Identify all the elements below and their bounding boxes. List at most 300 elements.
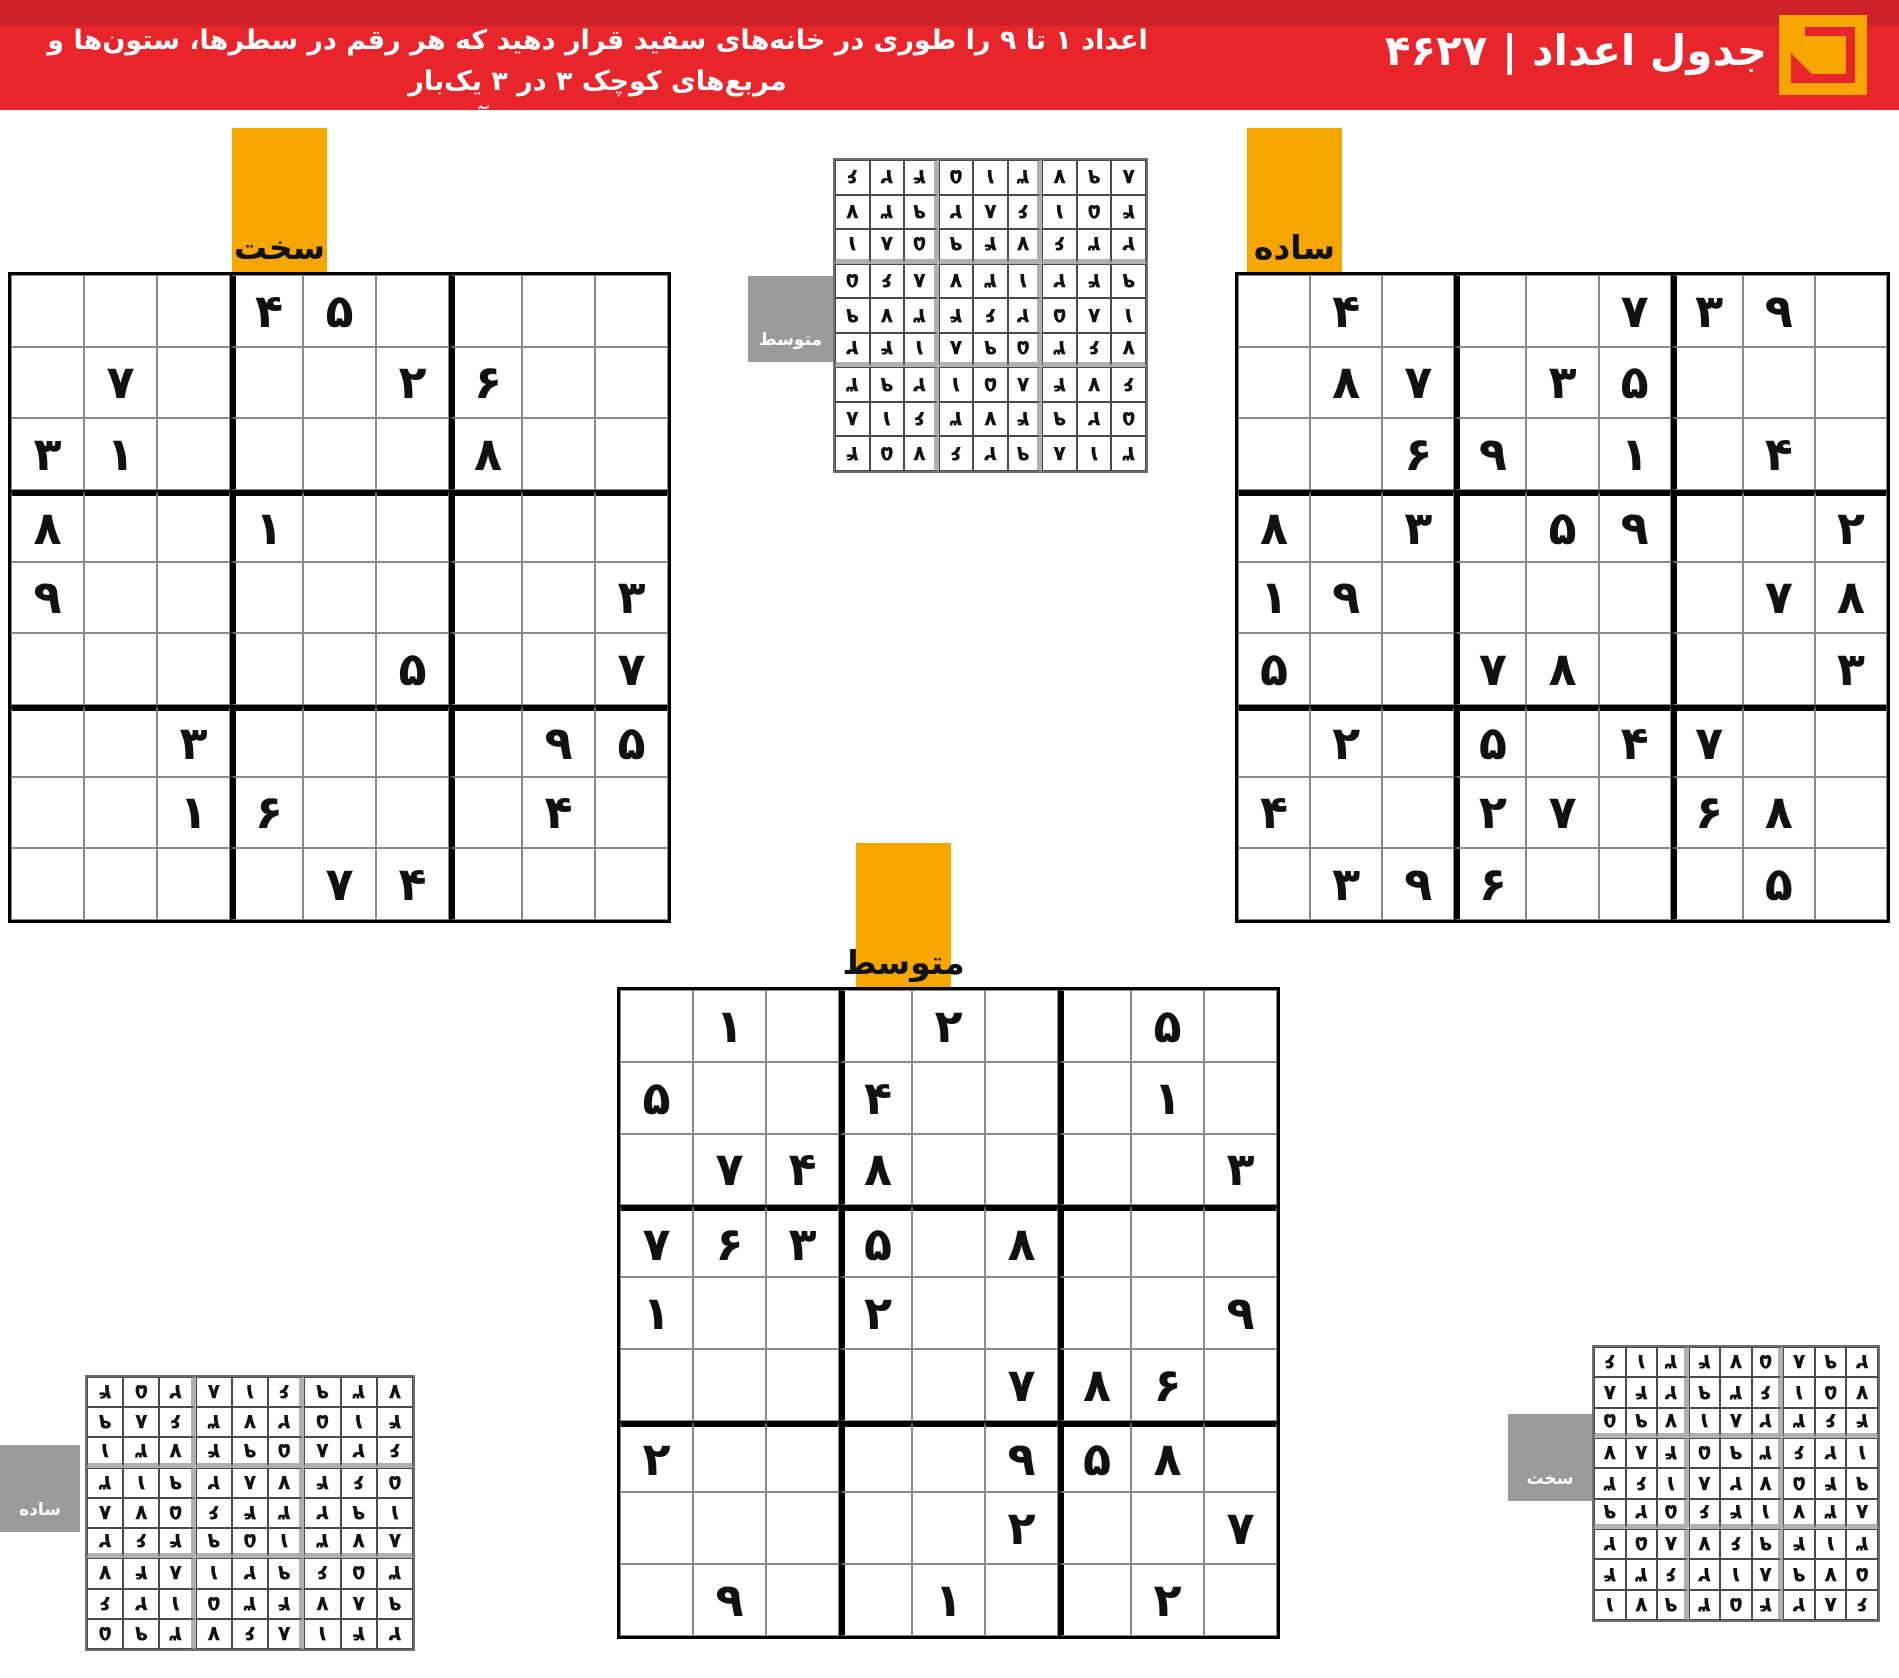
sudoku-cell-r4c5: ۵ — [1526, 490, 1598, 562]
tab-solution-medium — [748, 276, 833, 362]
sudoku-cell-r7c1: ۶ — [377, 1437, 413, 1467]
sudoku-cell-r3c9: ۲ — [1594, 1529, 1626, 1559]
sudoku-cell-r6c6: ۵ — [1689, 1438, 1721, 1468]
sudoku-cell-r7c6 — [376, 705, 449, 777]
sudoku-cell-r5c4: ۷ — [1752, 1468, 1784, 1498]
sudoku-cell-r4c8: ۶ — [123, 1528, 159, 1558]
sudoku-cell-r2c9 — [1204, 1062, 1277, 1134]
sudoku-cell-r8c7: ۲ — [1657, 1377, 1689, 1407]
sudoku-cell-r9c6 — [985, 1564, 1058, 1636]
sudoku-cell-r2c4 — [1454, 347, 1526, 419]
sudoku-cell-r4c4: ۱ — [230, 490, 303, 562]
sudoku-cell-r2c6: ۵ — [196, 1589, 232, 1619]
sudoku-cell-r5c3 — [766, 1277, 839, 1349]
sudoku-cell-r9c9: ۴ — [87, 1377, 123, 1407]
sudoku-cell-r4c3: ۳ — [1042, 333, 1077, 368]
sudoku-cell-r2c9: ۴ — [1594, 1559, 1626, 1589]
sudoku-cell-r8c6 — [1599, 777, 1671, 849]
sudoku-cell-r8c2 — [693, 1492, 766, 1564]
sudoku-cell-r6c3: ۶ — [1783, 1438, 1815, 1468]
sudoku-cell-r2c4: ۴ — [1008, 402, 1043, 437]
sudoku-cell-r5c9: ۸ — [1815, 562, 1887, 634]
sudoku-cell-r2c2: ۸ — [1310, 347, 1382, 419]
sudoku-cell-r7c8: ۸ — [1131, 1421, 1204, 1493]
sudoku-cell-r5c3: ۲ — [304, 1498, 340, 1528]
sudoku-cell-r8c2 — [1310, 777, 1382, 849]
solution-grid-easy — [85, 1375, 415, 1651]
sudoku-cell-r5c8: ۷ — [870, 298, 905, 333]
sudoku-cell-r1c2: ۱ — [1077, 436, 1112, 471]
sudoku-cell-r2c7: ۶ — [904, 402, 939, 437]
sudoku-cell-r8c4 — [839, 1492, 912, 1564]
sudoku-cell-r2c1: ۵ — [620, 1062, 693, 1134]
sudoku-cell-r9c1: ۷ — [377, 1377, 413, 1407]
sudoku-cell-r6c5: ۸ — [232, 1468, 268, 1498]
sudoku-cell-r9c3 — [766, 1564, 839, 1636]
sudoku-cell-r1c6: ۳ — [1689, 1590, 1721, 1620]
sudoku-cell-r8c1: ۴ — [1111, 195, 1146, 230]
sudoku-cell-r4c6: ۹ — [196, 1528, 232, 1558]
sudoku-cell-r3c2: ۷ — [693, 1134, 766, 1206]
sudoku-cell-r5c7: ۱ — [1657, 1468, 1689, 1498]
sudoku-cell-r2c8: ۳ — [1626, 1559, 1658, 1589]
sudoku-cell-r6c1: ۹ — [1111, 264, 1146, 299]
sudoku-cell-r5c7: ۳ — [904, 298, 939, 333]
sudoku-cell-r1c5: ۲ — [973, 436, 1008, 471]
sudoku-cell-r6c7: ۸ — [904, 264, 939, 299]
sudoku-cell-r4c9: ۲ — [87, 1528, 123, 1558]
sudoku-cell-r4c4 — [1454, 490, 1526, 562]
sudoku-cell-r1c7: ۷ — [904, 436, 939, 471]
sudoku-cell-r4c7: ۱ — [904, 333, 939, 368]
sudoku-cell-r5c6 — [376, 562, 449, 634]
sudoku-cell-r5c3: ۵ — [1042, 298, 1077, 333]
sudoku-cell-r2c4 — [230, 347, 303, 419]
sudoku-cell-r5c6: ۶ — [196, 1498, 232, 1528]
sudoku-cell-r7c8 — [1743, 705, 1815, 777]
sudoku-cell-r5c6: ۸ — [1689, 1468, 1721, 1498]
sudoku-cell-r6c3 — [766, 1349, 839, 1421]
sudoku-cell-r6c6: ۵ — [376, 633, 449, 705]
sudoku-cell-r6c6: ۷ — [939, 264, 974, 299]
sudoku-cell-r8c8: ۸ — [1743, 777, 1815, 849]
sudoku-cell-r4c8 — [522, 490, 595, 562]
sudoku-cell-r6c5 — [912, 1349, 985, 1421]
sudoku-cell-r8c4: ۶ — [230, 777, 303, 849]
sudoku-cell-r6c7: ۴ — [1657, 1438, 1689, 1468]
sudoku-cell-r2c8: ۲ — [123, 1589, 159, 1619]
sudoku-cell-r5c2: ۹ — [1310, 562, 1382, 634]
sudoku-cell-r8c3 — [1382, 777, 1454, 849]
sudoku-cell-r9c8 — [522, 848, 595, 920]
sudoku-cell-r8c5: ۷ — [232, 1407, 268, 1437]
sudoku-cell-r5c7 — [1058, 1277, 1131, 1349]
sudoku-cell-r4c6: ۶ — [1689, 1499, 1721, 1529]
sudoku-cell-r1c4: ۹ — [1008, 436, 1043, 471]
sudoku-cell-r4c4: ۱ — [1752, 1499, 1784, 1529]
sudoku-cell-r9c2: ۹ — [1077, 160, 1112, 195]
sudoku-cell-r5c2 — [693, 1277, 766, 1349]
sudoku-cell-r5c3: ۵ — [1783, 1468, 1815, 1498]
sudoku-cell-r2c2: ۷ — [84, 347, 157, 419]
sudoku-cell-r5c6 — [985, 1277, 1058, 1349]
sudoku-cell-r8c8: ۴ — [522, 777, 595, 849]
tab-solution-hard-label: سخت — [1526, 1469, 1574, 1489]
sudoku-cell-r5c1: ۱ — [620, 1277, 693, 1349]
sudoku-cell-r9c9: ۶ — [835, 160, 870, 195]
sudoku-cell-r9c6: ۵ — [939, 160, 974, 195]
sudoku-cell-r8c1: ۴ — [1238, 777, 1310, 849]
sudoku-cell-r7c1 — [1238, 705, 1310, 777]
sudoku-cell-r8c6 — [376, 777, 449, 849]
sudoku-cell-r7c4 — [230, 705, 303, 777]
sudoku-cell-r8c1: ۴ — [377, 1407, 413, 1437]
sudoku-cell-r9c8: ۲ — [870, 160, 905, 195]
sudoku-cell-r2c5: ۷ — [973, 402, 1008, 437]
sudoku-cell-r2c9 — [595, 347, 668, 419]
sudoku-cell-r7c7: ۷ — [1657, 1408, 1689, 1438]
sudoku-cell-r1c4: ۸ — [268, 1619, 304, 1649]
sudoku-cell-r1c8 — [522, 275, 595, 347]
sudoku-cell-r5c1: ۱ — [1111, 298, 1146, 333]
sudoku-cell-r7c1: ۴ — [1846, 1408, 1878, 1438]
sudoku-cell-r5c8: ۷ — [123, 1498, 159, 1528]
sudoku-cell-r7c2: ۲ — [341, 1437, 377, 1467]
sudoku-cell-r9c2: ۳ — [1310, 848, 1382, 920]
sudoku-cell-r2c7: ۶ — [449, 347, 522, 419]
sudoku-cell-r3c4 — [230, 418, 303, 490]
sudoku-cell-r8c4: ۶ — [1752, 1377, 1784, 1407]
sudoku-cell-r3c5 — [912, 1134, 985, 1206]
sudoku-cell-r2c6: ۳ — [939, 402, 974, 437]
sudoku-cell-r4c5: ۵ — [232, 1528, 268, 1558]
sudoku-cell-r5c4: ۲ — [1008, 298, 1043, 333]
sudoku-cell-r3c6: ۱ — [1599, 418, 1671, 490]
sudoku-cell-r7c1: ۲ — [1111, 229, 1146, 264]
sudoku-cell-r7c3: ۳ — [157, 705, 230, 777]
sudoku-cell-r4c7 — [1671, 490, 1743, 562]
sudoku-cell-r3c5: ۶ — [1720, 1529, 1752, 1559]
sudoku-cell-r2c8 — [522, 347, 595, 419]
sudoku-cell-r3c4: ۸ — [1008, 367, 1043, 402]
sudoku-cell-r9c7 — [1671, 848, 1743, 920]
sudoku-cell-r3c2 — [1310, 418, 1382, 490]
sudoku-cell-r9c5: ۱ — [232, 1377, 268, 1407]
sudoku-cell-r1c7 — [449, 275, 522, 347]
sudoku-cell-r5c4 — [1454, 562, 1526, 634]
sudoku-cell-r6c7 — [449, 633, 522, 705]
sudoku-cell-r4c8 — [1743, 490, 1815, 562]
sudoku-cell-r1c8: ۹ — [1743, 275, 1815, 347]
sudoku-cell-r1c5: ۵ — [303, 275, 376, 347]
sudoku-cell-r2c3: ۷ — [1382, 347, 1454, 419]
sudoku-cell-r5c2: ۹ — [341, 1498, 377, 1528]
sudoku-cell-r3c5: ۲ — [232, 1558, 268, 1588]
sudoku-cell-r1c2: ۸ — [1815, 1590, 1847, 1620]
sudoku-cell-r7c3 — [1382, 705, 1454, 777]
sudoku-cell-r5c3 — [1382, 562, 1454, 634]
sudoku-cell-r7c9: ۵ — [595, 705, 668, 777]
sudoku-cell-r8c4: ۲ — [268, 1407, 304, 1437]
sudoku-cell-r6c4: ۱ — [1008, 264, 1043, 299]
sudoku-cell-r8c3 — [766, 1492, 839, 1564]
sudoku-cell-r1c2: ۴ — [1310, 275, 1382, 347]
sudoku-cell-r5c2: ۸ — [1077, 298, 1112, 333]
sudoku-cell-r1c3 — [766, 990, 839, 1062]
sudoku-cell-r5c5 — [912, 1277, 985, 1349]
sudoku-cell-r6c3 — [1382, 633, 1454, 705]
sudoku-cell-r9c1: ۲ — [1846, 1347, 1878, 1377]
sudoku-cell-r3c5 — [303, 418, 376, 490]
sudoku-cell-r4c4: ۱ — [268, 1528, 304, 1558]
sudoku-grid-hard — [8, 272, 671, 923]
sudoku-cell-r3c8: ۹ — [870, 367, 905, 402]
sudoku-cell-r6c3: ۴ — [304, 1468, 340, 1498]
sudoku-cell-r1c3: ۸ — [1042, 436, 1077, 471]
sudoku-cell-r2c8: ۱ — [1131, 1062, 1204, 1134]
sudoku-cell-r3c6: ۱ — [939, 367, 974, 402]
sudoku-cell-r8c7: ۶ — [1671, 777, 1743, 849]
sudoku-cell-r9c5: ۷ — [303, 848, 376, 920]
sudoku-cell-r5c6: ۴ — [939, 298, 974, 333]
sudoku-cell-r6c6: ۲ — [196, 1468, 232, 1498]
sudoku-cell-r8c5: ۷ — [1526, 777, 1598, 849]
sudoku-cell-r6c4: ۷ — [268, 1468, 304, 1498]
page-title: جدول اعداد | ۴۶۲۷ — [1384, 26, 1767, 75]
sudoku-cell-r9c4: ۶ — [1454, 848, 1526, 920]
sudoku-cell-r2c7 — [1058, 1062, 1131, 1134]
sudoku-cell-r3c8: ۵ — [1626, 1529, 1658, 1559]
sudoku-cell-r5c2 — [84, 562, 157, 634]
sudoku-cell-r2c9 — [1815, 347, 1887, 419]
sudoku-cell-r7c4: ۷ — [1008, 229, 1043, 264]
sudoku-cell-r3c4: ۸ — [839, 1134, 912, 1206]
sudoku-cell-r4c1: ۸ — [1238, 490, 1310, 562]
sudoku-cell-r4c7: ۴ — [159, 1528, 195, 1558]
sudoku-cell-r7c7: ۵ — [1058, 1421, 1131, 1493]
sudoku-cell-r4c5: ۹ — [973, 333, 1008, 368]
sudoku-cell-r4c1: ۸ — [1846, 1499, 1878, 1529]
sudoku-cell-r3c3: ۴ — [1042, 367, 1077, 402]
sudoku-cell-r9c5: ۷ — [1720, 1347, 1752, 1377]
sudoku-cell-r7c5 — [912, 1421, 985, 1493]
sudoku-cell-r8c6: ۲ — [939, 195, 974, 230]
sudoku-cell-r3c8 — [1131, 1134, 1204, 1206]
sudoku-cell-r6c5: ۳ — [973, 264, 1008, 299]
sudoku-cell-r2c4: ۸ — [1752, 1559, 1784, 1589]
sudoku-cell-r6c1 — [11, 633, 84, 705]
sudoku-cell-r2c6 — [985, 1062, 1058, 1134]
sudoku-cell-r1c7 — [1058, 990, 1131, 1062]
sudoku-cell-r5c4: ۳ — [268, 1498, 304, 1528]
sudoku-cell-r7c9 — [1204, 1421, 1277, 1493]
sudoku-cell-r5c7 — [449, 562, 522, 634]
sudoku-cell-r8c9: ۷ — [835, 195, 870, 230]
solution-grid-hard — [1592, 1345, 1880, 1622]
sudoku-cell-r5c8: ۷ — [1743, 562, 1815, 634]
sudoku-cell-r3c7: ۸ — [1657, 1529, 1689, 1559]
sudoku-cell-r3c6 — [376, 418, 449, 490]
sudoku-cell-r4c9: ۲ — [835, 333, 870, 368]
sudoku-cell-r1c6: ۷ — [196, 1619, 232, 1649]
tab-solution-hard — [1508, 1414, 1592, 1501]
sudoku-cell-r4c7: ۵ — [1657, 1499, 1689, 1529]
sudoku-cell-r7c1: ۲ — [620, 1421, 693, 1493]
sudoku-cell-r7c5 — [303, 705, 376, 777]
sudoku-cell-r3c7 — [1058, 1134, 1131, 1206]
sudoku-cell-r9c4 — [230, 848, 303, 920]
sudoku-cell-r3c9: ۷ — [87, 1558, 123, 1588]
sudoku-cell-r1c2: ۱ — [693, 990, 766, 1062]
sudoku-cell-r4c7 — [1058, 1205, 1131, 1277]
sudoku-cell-r8c9: ۸ — [1594, 1377, 1626, 1407]
sudoku-cell-r3c3: ۶ — [1382, 418, 1454, 490]
sudoku-cell-r1c5: ۵ — [1720, 1590, 1752, 1620]
sudoku-cell-r6c8: ۶ — [870, 264, 905, 299]
sudoku-cell-r7c9: ۵ — [1594, 1408, 1626, 1438]
sudoku-cell-r1c4: ۴ — [230, 275, 303, 347]
sudoku-cell-r7c5: ۹ — [232, 1437, 268, 1467]
sudoku-cell-r8c4: ۶ — [1008, 195, 1043, 230]
sudoku-cell-r5c5: ۴ — [232, 1498, 268, 1528]
tab-medium-label: متوسط — [842, 943, 965, 982]
sudoku-cell-r1c9: ۱ — [1594, 1590, 1626, 1620]
sudoku-cell-r5c7 — [1671, 562, 1743, 634]
sudoku-cell-r7c9 — [1815, 705, 1887, 777]
sudoku-cell-r7c6: ۴ — [1599, 705, 1671, 777]
tab-solution-easy — [0, 1445, 80, 1532]
sudoku-cell-r7c4: ۲ — [1752, 1408, 1784, 1438]
sudoku-cell-r4c6: ۸ — [985, 1205, 1058, 1277]
sudoku-cell-r7c2: ۶ — [1815, 1408, 1847, 1438]
sudoku-cell-r8c9 — [1815, 777, 1887, 849]
tab-easy-label: ساده — [1253, 228, 1336, 267]
sudoku-cell-r8c6: ۲ — [985, 1492, 1058, 1564]
sudoku-cell-r8c2: ۱ — [341, 1407, 377, 1437]
tab-easy — [1247, 128, 1342, 273]
sudoku-cell-r4c6: ۹ — [1599, 490, 1671, 562]
sudoku-cell-r7c5: ۸ — [1720, 1408, 1752, 1438]
sudoku-cell-r8c5 — [303, 777, 376, 849]
sudoku-cell-r2c1: ۵ — [1846, 1559, 1878, 1589]
sudoku-cell-r7c9: ۱ — [87, 1437, 123, 1467]
sudoku-cell-r8c9: ۷ — [1204, 1492, 1277, 1564]
instructions-line-2: دیده شود. پاسخ‌ها در ادامه آمده است. — [346, 107, 849, 138]
sudoku-cell-r1c8: ۷ — [1626, 1590, 1658, 1620]
sudoku-cell-r9c7: ۳ — [1657, 1347, 1689, 1377]
sudoku-cell-r8c2: ۵ — [1815, 1377, 1847, 1407]
sudoku-cell-r3c7: ۲ — [904, 367, 939, 402]
sudoku-cell-r2c8 — [1743, 347, 1815, 419]
sudoku-cell-r9c4: ۵ — [1752, 1347, 1784, 1377]
sudoku-cell-r1c8: ۹ — [123, 1619, 159, 1649]
sudoku-cell-r1c6: ۷ — [1599, 275, 1671, 347]
sudoku-cell-r2c4: ۴ — [839, 1062, 912, 1134]
sudoku-cell-r6c9 — [1204, 1349, 1277, 1421]
sudoku-cell-r7c4: ۵ — [1454, 705, 1526, 777]
sudoku-cell-r3c8 — [522, 418, 595, 490]
sudoku-cell-r9c1 — [11, 848, 84, 920]
sudoku-cell-r1c5: ۶ — [232, 1619, 268, 1649]
sudoku-cell-r8c6: ۳ — [196, 1407, 232, 1437]
sudoku-cell-r5c4 — [230, 562, 303, 634]
sudoku-cell-r3c8: ۴ — [1743, 418, 1815, 490]
sudoku-cell-r7c1 — [11, 705, 84, 777]
sudoku-cell-r6c7: ۹ — [159, 1468, 195, 1498]
sudoku-cell-r7c3 — [766, 1421, 839, 1493]
sudoku-cell-r6c9: ۵ — [835, 264, 870, 299]
sudoku-cell-r6c8: ۶ — [1131, 1349, 1204, 1421]
sudoku-cell-r2c9: ۸ — [835, 402, 870, 437]
puzzle-instructions — [15, 20, 1180, 143]
sudoku-cell-r9c6: ۴ — [376, 848, 449, 920]
sudoku-cell-r4c4: ۵ — [839, 1205, 912, 1277]
sudoku-cell-r3c2: ۱ — [84, 418, 157, 490]
sudoku-cell-r1c2 — [84, 275, 157, 347]
sudoku-cell-r9c2: ۳ — [341, 1377, 377, 1407]
sudoku-cell-r9c3: ۸ — [1783, 1347, 1815, 1377]
sudoku-cell-r5c9: ۸ — [87, 1498, 123, 1528]
sudoku-cell-r1c5 — [1526, 275, 1598, 347]
sudoku-cell-r8c1: ۷ — [1846, 1377, 1878, 1407]
sudoku-cell-r4c5 — [912, 1205, 985, 1277]
sudoku-cell-r7c3: ۸ — [304, 1437, 340, 1467]
sudoku-cell-r6c2: ۲ — [1815, 1438, 1847, 1468]
sudoku-cell-r1c9: ۴ — [835, 436, 870, 471]
sudoku-cell-r2c1 — [1238, 347, 1310, 419]
sudoku-cell-r5c1: ۹ — [11, 562, 84, 634]
sudoku-cell-r6c9: ۳ — [87, 1468, 123, 1498]
sudoku-cell-r3c2: ۵ — [341, 1558, 377, 1588]
sudoku-cell-r1c4 — [1454, 275, 1526, 347]
sudoku-cell-r4c2: ۷ — [341, 1528, 377, 1558]
sudoku-cell-r7c5 — [1526, 705, 1598, 777]
sudoku-cell-r7c3: ۶ — [1042, 229, 1077, 264]
sudoku-cell-r3c9 — [1815, 418, 1887, 490]
sudoku-cell-r5c8 — [522, 562, 595, 634]
sudoku-cell-r4c8 — [1131, 1205, 1204, 1277]
sudoku-cell-r3c4: ۹ — [268, 1558, 304, 1588]
sudoku-cell-r2c7 — [1671, 347, 1743, 419]
sudoku-cell-r3c1: ۳ — [11, 418, 84, 490]
sudoku-cell-r3c6: ۱ — [196, 1558, 232, 1588]
sudoku-cell-r8c1 — [620, 1492, 693, 1564]
sudoku-cell-r6c9: ۳ — [1815, 633, 1887, 705]
sudoku-grid-medium — [617, 987, 1280, 1639]
sudoku-cell-r1c7: ۳ — [159, 1619, 195, 1649]
sudoku-cell-r4c5: ۴ — [1720, 1499, 1752, 1529]
sudoku-cell-r2c6: ۲ — [1689, 1559, 1721, 1589]
sudoku-cell-r4c2: ۶ — [693, 1205, 766, 1277]
sudoku-cell-r2c3 — [157, 347, 230, 419]
sudoku-cell-r2c3: ۹ — [1783, 1559, 1815, 1589]
sudoku-cell-r8c7: ۹ — [904, 195, 939, 230]
tab-solution-easy-label: ساده — [19, 1500, 61, 1520]
sudoku-cell-r7c6: ۱ — [1689, 1408, 1721, 1438]
sudoku-cell-r6c1: ۵ — [377, 1468, 413, 1498]
sudoku-cell-r6c7: ۸ — [1058, 1349, 1131, 1421]
sudoku-cell-r5c9: ۳ — [595, 562, 668, 634]
sudoku-cell-r1c1: ۲ — [377, 1619, 413, 1649]
sudoku-cell-r7c3: ۳ — [1783, 1408, 1815, 1438]
sudoku-cell-r3c6: ۷ — [1689, 1529, 1721, 1559]
sudoku-cell-r9c8: ۱ — [1626, 1347, 1658, 1377]
sudoku-cell-r4c9 — [595, 490, 668, 562]
sudoku-cell-r1c1 — [620, 990, 693, 1062]
sudoku-cell-r5c2: ۴ — [1815, 1468, 1847, 1498]
sudoku-cell-r9c6: ۸ — [196, 1377, 232, 1407]
sudoku-grid-easy — [1235, 272, 1890, 923]
